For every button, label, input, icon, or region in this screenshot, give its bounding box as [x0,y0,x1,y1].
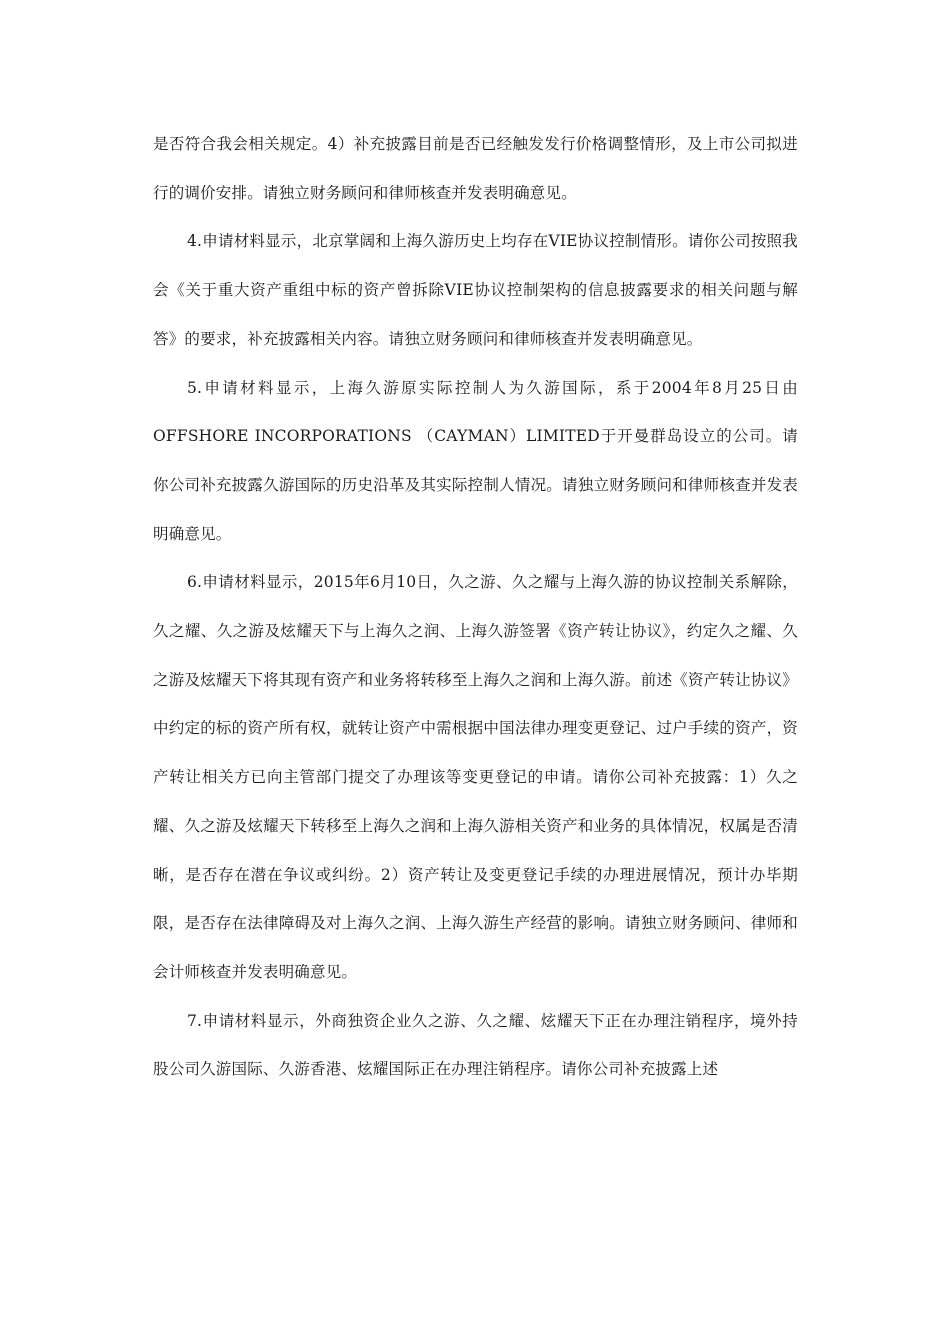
paragraph-item-6: 6.申请材料显示，2015年6月10日，久之游、久之耀与上海久游的协议控制关系解除，久之耀、久之游及炫耀天下与上海久之润、上海久游签署《资产转让协议》，约定久之耀、久之游及炫耀天下将其现有资产和业务将转移至上海久之润和上海久游。前述《资产转让协议》中约定的标的资产所有权，就转让资产中需根据中国法律办理变更登记、过户手续的资产，资产转让相关方已向主管部门提交了办理该等变更登记的申请。请你公司补充披露：1）久之耀、久之游及炫耀天下转移至上海久之润和上海久游相关资产和业务的具体情况，权属是否清晰，是否存在潜在争议或纠纷。2）资产转让及变更登记手续的办理进展情况，预计办毕期限，是否存在法律障碍及对上海久之润、上海久游生产经营的影响。请独立财务顾问、律师和会计师核查并发表明确意见。 [153,573,798,981]
paragraph-item-5: 5.申请材料显示，上海久游原实际控制人为久游国际，系于2004年8月25日由OFFSHORE INCORPORATIONS （CAYMAN）LIMITED于开曼群岛设立的公司。请你公司补充披露久游国际的历史沿革及其实际控制人情况。请独立财务顾问和律师核查并发表明确意见。 [153,378,798,543]
paragraph-continuation: 是否符合我会相关规定。4）补充披露目前是否已经触发发行价格调整情形，及上市公司拟进行的调价安排。请独立财务顾问和律师核查并发表明确意见。 [153,135,798,202]
paragraph-item-7: 7.申请材料显示，外商独资企业久之游、久之耀、炫耀天下正在办理注销程序，境外持股公司久游国际、久游香港、炫耀国际正在办理注销程序。请你公司补充披露上述 [153,1011,798,1079]
paragraph-item-4: 4.申请材料显示，北京掌阔和上海久游历史上均存在VIE协议控制情形。请你公司按照我会《关于重大资产重组中标的资产曾拆除VIE协议控制架构的信息披露要求的相关问题与解答》的要求，补充披露相关内容。请独立财务顾问和律师核查并发表明确意见。 [153,232,798,348]
document-body [153,120,798,1094]
